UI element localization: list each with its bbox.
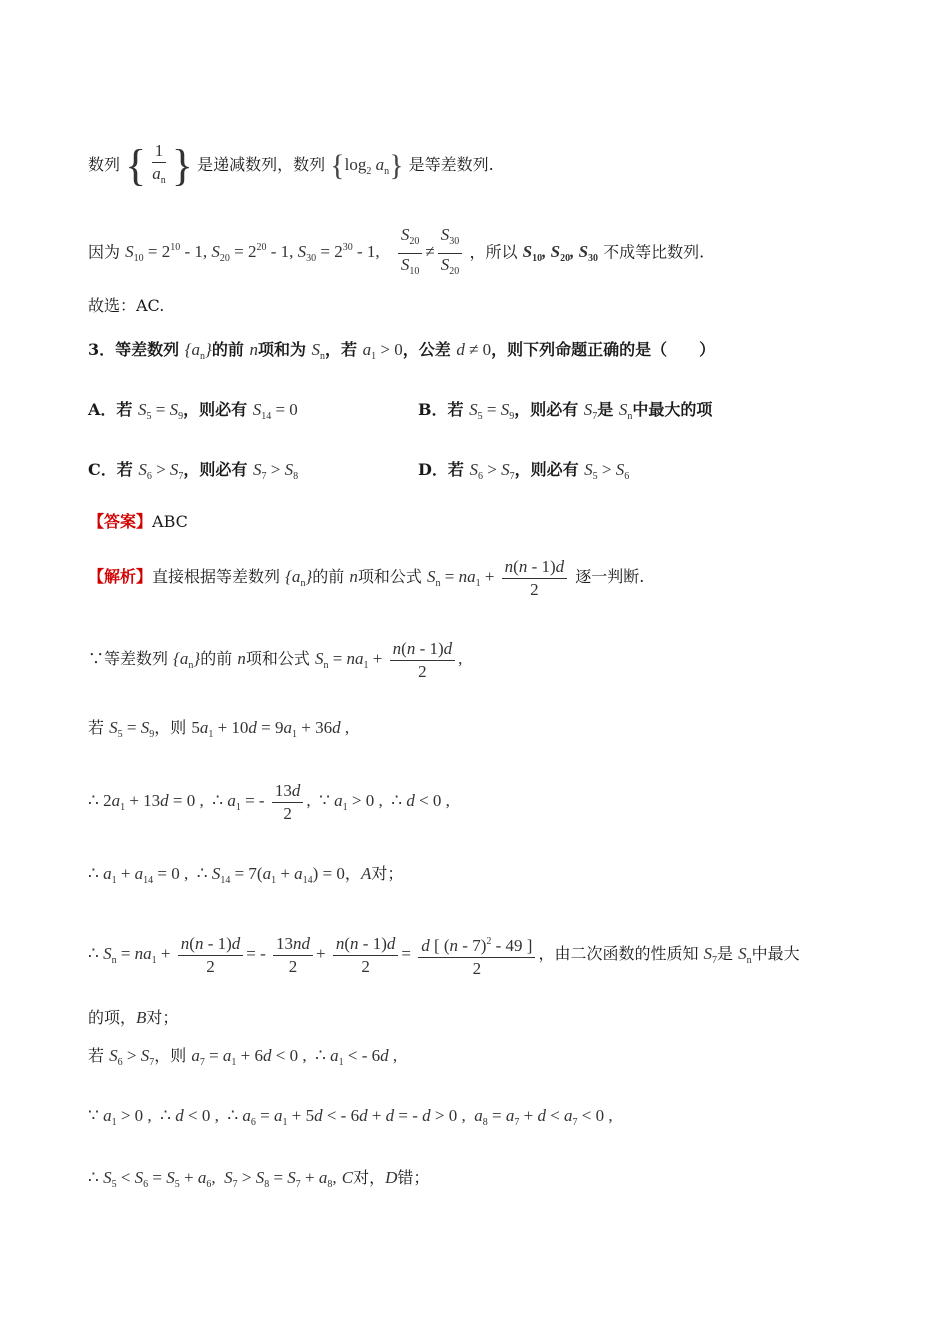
step-b-correct: 的项，B对； bbox=[88, 1008, 179, 1027]
step-quadratic-form: ∴ $S_n = na_1$ + $\frac{n(n - 1)d}{2}$ = - $\frac{13nd}{2}$ + $\frac{n(n - 1)d}{2}$ = $\frac{d [ (n - 7)^2 - 49 ]}{2}$ ，由二次函数的性质知 $S_7$是 $S_n$中最大 bbox=[88, 924, 870, 984]
analysis-tag: 【解析】 bbox=[88, 567, 153, 586]
question-3: 3．等差数列 $\{a_n\}$的前 n项和为 $S_n$，若 $a_1 > 0$，公差 d ≠ 0，则下列命题正确的是（ ） bbox=[88, 340, 716, 362]
option-d[interactable]: D．若 $S_6 > S_7$，则必有 $S_5 > S_6$ bbox=[418, 460, 630, 482]
fraction-one-over-an: $\frac{1}{a_n}$ bbox=[152, 141, 166, 186]
text: 是递减数列，数列 bbox=[197, 154, 326, 174]
text: 因为 bbox=[88, 242, 121, 262]
step-s5-eq-s9: 若 $S_5 = S_9$，则 $5a_1 + 10d = 9a_1 + 36d$ , bbox=[88, 718, 350, 740]
step-a6-a8-signs: ∵ $a_1 > 0$ , ∴ d < 0 , ∴ $a_6 = a_1 + 5d$ < - 6d + d = - d > 0 , $a_8 = a_7 + d < a_7 < 0$ , bbox=[88, 1106, 613, 1128]
formula-partial-sums: $S_{10} = 2^{10} - 1$, $S_{20} = 2^{20} - 1$, $S_{30} = 2^{30} - 1$, bbox=[125, 242, 380, 265]
answer-tag: 【答案】 bbox=[88, 512, 153, 531]
analysis-line: 【解析】直接根据等差数列 $\{a_n\}$的前 n项和公式 $S_n = na_1$ + $\frac{n(n - 1)d}{2}$ 逐一判断. bbox=[88, 556, 645, 599]
text: 不成等比数列. bbox=[603, 242, 705, 262]
text: 数列 bbox=[88, 154, 121, 174]
line-partial-sums: 因为 $S_{10} = 2^{10} - 1$, $S_{20} = 2^{20} - 1$, $S_{30} = 2^{30} - 1$, $\frac{S_{20}}{S_{10}}$ ≠ $\frac{S_{30}}{S_{20}}$ ，所以 $S_{10}$, $S_{20}$, $S_{30}$ 不成等比数列. bbox=[88, 225, 705, 277]
answer-value: ABC bbox=[152, 512, 188, 531]
step-cd-judgement: ∴ $S_5 < S_6 = S_5 + a_6$, $S_7 > S_8 = S_7 + a_8$, C对，D错； bbox=[88, 1168, 430, 1190]
line-choose-ac: 故选：AC. bbox=[88, 296, 165, 315]
option-a[interactable]: A．若 $S_5 = S_9$，则必有 $S_{14} = 0$ bbox=[88, 400, 298, 422]
step-derive-d-negative: ∴ $2a_1 + 13d = 0$ , ∴ $a_1$ = - $\frac{13d}{2}$ , ∵ $a_1 > 0$ , ∴ d < 0 , bbox=[88, 780, 450, 823]
text: ，所以 bbox=[469, 242, 518, 262]
text: 是等差数列. bbox=[408, 154, 494, 174]
step-s6-gt-s7: 若 $S_6 > S_7$，则 $a_7 = a_1 + 6d < 0$ , ∴ $a_1$ < - 6d , bbox=[88, 1046, 398, 1068]
option-c[interactable]: C．若 $S_6 > S_7$，则必有 $S_7 > S_8$ bbox=[88, 460, 299, 482]
answer-line bbox=[88, 512, 870, 532]
step-sum-formula: ∵等差数列 $\{a_n\}$的前 n项和公式 $S_n = na_1$ + $\frac{n(n - 1)d}{2}$ , bbox=[88, 638, 463, 681]
option-b[interactable]: B．若 $S_5 = S_9$，则必有 $S_7$是 $S_n$中最大的项 bbox=[418, 400, 713, 422]
step-s14-zero: ∴ $a_1 + a_{14} = 0$ , ∴ $S_{14} = 7(a_1 + a_{14}) = 0$，A对； bbox=[88, 864, 404, 886]
line-sequence-properties: 数列 { $\frac{1}{a_n}$ } 是递减数列，数列 {$\log_2$ $a_n$} 是等差数列. bbox=[88, 141, 494, 190]
